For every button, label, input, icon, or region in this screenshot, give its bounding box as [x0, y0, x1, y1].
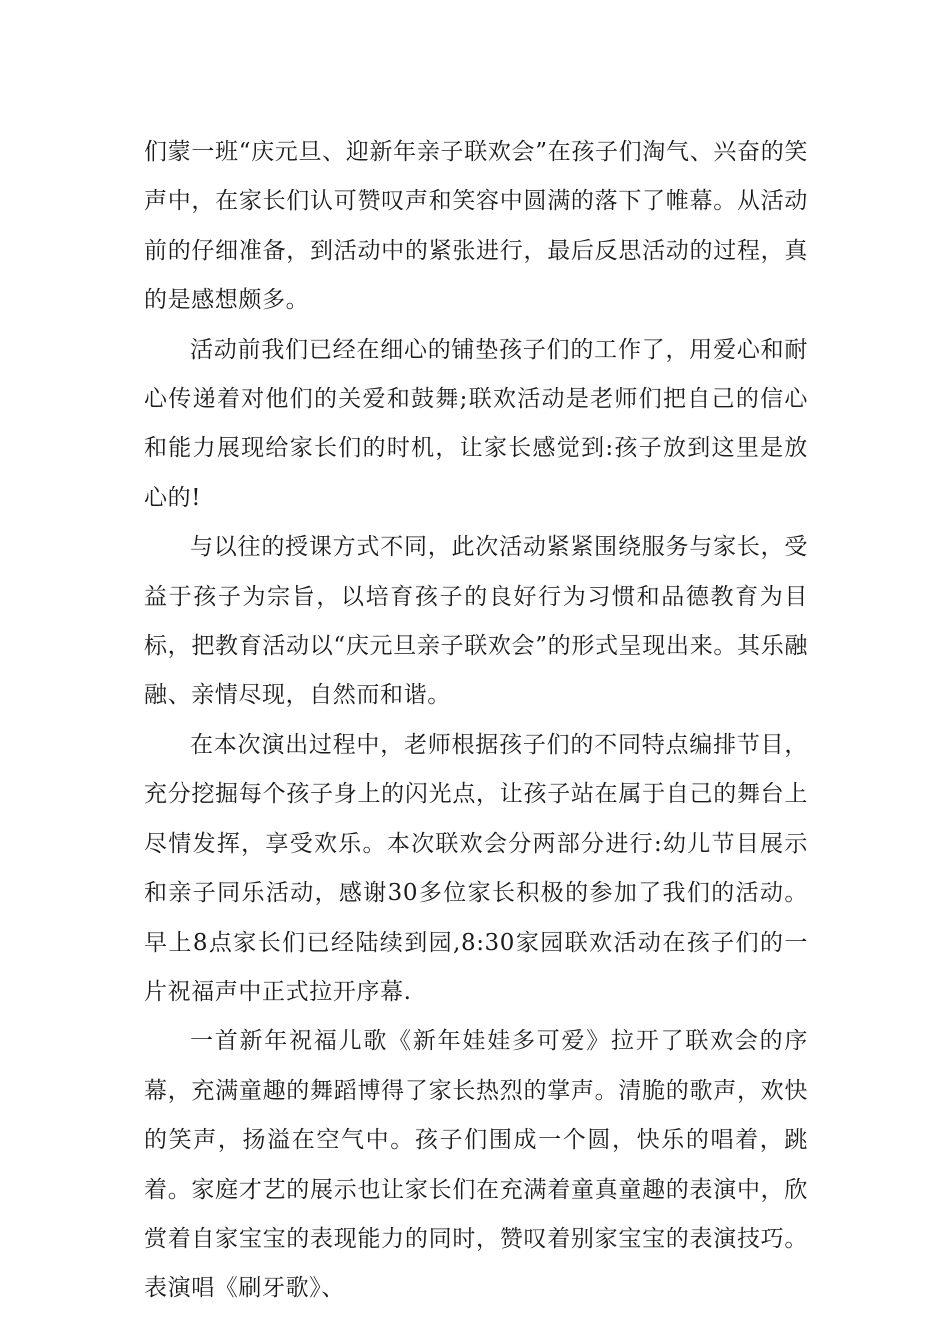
paragraph: 在本次演出过程中，老师根据孩子们的不同特点编排节目，充分挖掘每个孩子身上的闪光点，让孩子站在属于自己的舞台上尽情发挥，享受欢乐。本次联欢会分两部分进行:幼儿节目展示和亲子同乐活动，感谢30多位家长积极的参加了我们的活动。早上8点家长们已经陆续到园,8:30家园联欢活动在孩子们的一片祝福声中正式拉开序幕. [144, 731, 808, 1005]
paragraph-continuation: 们蒙一班“庆元旦、迎新年亲子联欢会”在孩子们淘气、兴奋的笑声中，在家长们认可赞叹声和笑容中圆满的落下了帷幕。从活动前的仔细准备，到活动中的紧张进行，最后反思活动的过程，真的是感想颇多。 [144, 139, 808, 314]
paragraph: 活动前我们已经在细心的铺垫孩子们的工作了，用爱心和耐心传递着对他们的关爱和鼓舞;联欢活动是老师们把自己的信心和能力展现给家长们的时机，让家长感觉到:孩子放到这里是放心的! [144, 336, 808, 511]
document-body [144, 128, 808, 1314]
paragraph: 一首新年祝福儿歌《新年娃娃多可爱》拉开了联欢会的序幕，充满童趣的舞蹈博得了家长热烈的掌声。清脆的歌声，欢快的笑声，扬溢在空气中。孩子们围成一个圆，快乐的唱着，跳着。家庭才艺的展示也让家长们在充满着童真童趣的表演中，欣赏着自家宝宝的表现能力的同时，赞叹着别家宝宝的表演技巧。表演唱《刷牙歌》、 [144, 1028, 808, 1302]
paragraph: 与以往的授课方式不同，此次活动紧紧围绕服务与家长，受益于孩子为宗旨，以培育孩子的良好行为习惯和品德教育为目标，把教育活动以“庆元旦亲子联欢会”的形式呈现出来。其乐融融、亲情尽现，自然而和谐。 [144, 534, 808, 709]
